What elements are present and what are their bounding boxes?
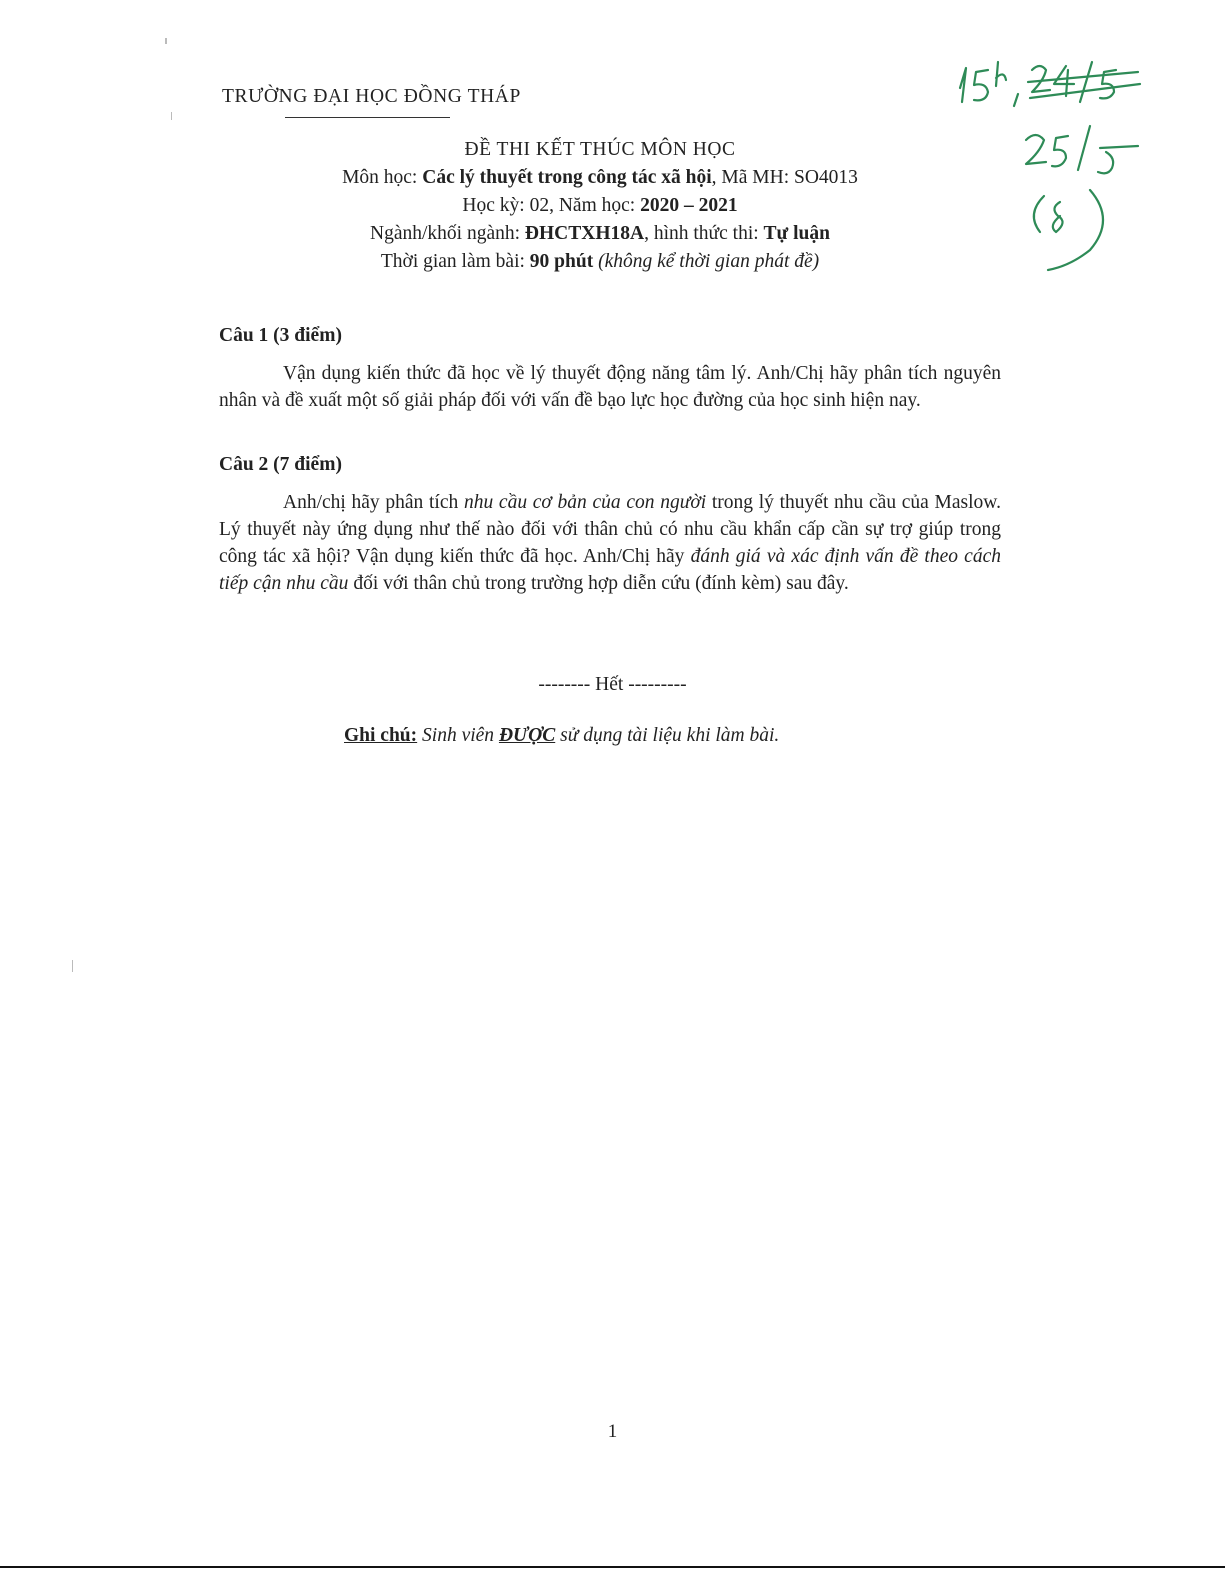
time-value: 90 phút — [529, 251, 594, 272]
scan-speck — [165, 38, 167, 44]
form-value: Tự luận — [763, 223, 830, 244]
subject-label: Môn học: — [342, 167, 418, 188]
page-number: 1 — [607, 1421, 618, 1442]
handwriting-digit-5 — [974, 70, 988, 100]
form-label: , hình thức thi: — [644, 223, 759, 244]
handwriting-h — [996, 62, 1006, 86]
handwriting-slash — [1080, 62, 1092, 102]
scan-bottom-edge — [0, 1566, 1225, 1568]
handwriting-digit-5-d — [1098, 146, 1138, 173]
school-name-underline — [285, 117, 450, 118]
handwriting-digit-5-c — [1052, 136, 1068, 166]
question-2-text-1: Anh/chị hãy phân tích — [283, 492, 464, 513]
time-line — [250, 248, 950, 276]
major-value: ĐHCTXH18A — [524, 223, 645, 244]
question-2-title: Câu 2 (7 điểm) — [219, 454, 342, 475]
major-line — [250, 220, 950, 248]
handwriting-comma — [1014, 94, 1018, 106]
question-2-text-3: đối với thân chủ trong trường hợp diễn cứu (đính kèm) sau đây. — [348, 573, 849, 594]
term-label: Học kỳ: — [462, 195, 525, 216]
question-1-title: Câu 1 (3 điểm) — [219, 325, 342, 346]
year-label: , Năm học: — [549, 195, 636, 216]
handwritten-annotation — [940, 40, 1170, 290]
school-name: TRƯỜNG ĐẠI HỌC ĐỒNG THÁP — [222, 86, 521, 107]
major-label: Ngành/khối ngành: — [370, 223, 521, 244]
handwriting-digit-2 — [1032, 66, 1050, 92]
time-label: Thời gian làm bài: — [380, 251, 525, 272]
scan-speck — [72, 960, 73, 972]
time-note: (không kể thời gian phát đề) — [598, 251, 820, 272]
code-value: SO4013 — [794, 167, 858, 188]
question-2-emphasis-1: nhu cầu cơ bản của con người — [463, 492, 707, 513]
question-2 — [219, 451, 1001, 597]
question-2-text-2: trong lý thuyết nhu cầu của Maslow. Lý thuyết này ứng dụng như thế nào đối với thân chủ có nhu cầu khẩn cấp cần sự trợ giúp trong công tác xã hội? Vận dụng kiến thức đã học. Anh/Chị hãy — [219, 492, 1001, 567]
handwriting-digit-4 — [1054, 66, 1074, 96]
question-1 — [219, 322, 1001, 414]
question-1-body: Vận dụng kiến thức đã học về lý thuyết động năng tâm lý. Anh/Chị hãy phân tích nguyên nhân và đề xuất một số giải pháp đối với vấn đề bạo lực học đường của học sinh hiện nay. — [219, 363, 1001, 411]
code-label: , Mã MH: — [711, 167, 790, 188]
note-label: Ghi chú: — [344, 725, 418, 746]
term-line — [250, 192, 950, 220]
question-2-body — [219, 489, 1001, 597]
note — [344, 725, 779, 747]
subject-line — [250, 164, 950, 192]
term-value: 02 — [529, 195, 550, 216]
handwriting-digit-2-b — [1026, 135, 1046, 164]
exam-title: ĐỀ THI KẾT THÚC MÔN HỌC — [464, 139, 736, 160]
handwriting-digit-8 — [1053, 202, 1063, 232]
end-marker: -------- Hết --------- — [538, 674, 687, 695]
handwriting-slash-b — [1078, 126, 1090, 170]
question-2-emphasis-2: đánh giá và xác định vấn đề theo cách tiếp cận nhu cầu — [219, 546, 1001, 594]
handwriting-digit-1 — [960, 68, 966, 102]
year-value: 2020 – 2021 — [640, 195, 738, 216]
exam-header — [250, 136, 950, 276]
note-emphasis: ĐƯỢC — [498, 725, 556, 746]
scan-speck — [171, 112, 172, 120]
note-text-after: sử dụng tài liệu khi làm bài. — [555, 725, 780, 746]
handwriting-paren-right — [1048, 190, 1103, 270]
note-text-before: Sinh viên — [417, 725, 499, 746]
handwriting-paren-left — [1034, 196, 1044, 232]
subject-name: Các lý thuyết trong công tác xã hội — [422, 167, 712, 188]
